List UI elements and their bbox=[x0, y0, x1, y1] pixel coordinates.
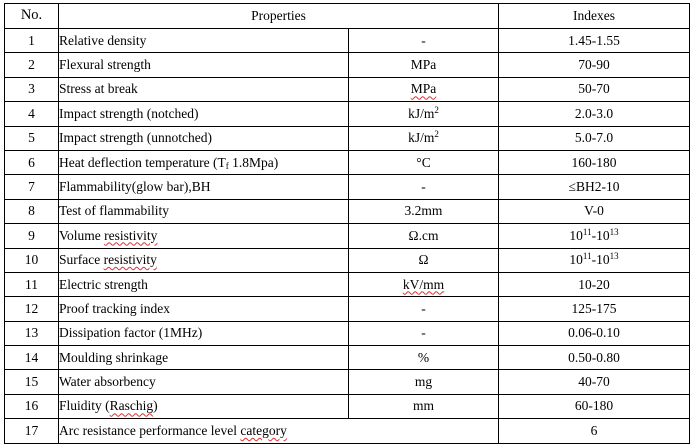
row-property: Electric strength bbox=[59, 272, 349, 296]
properties-table bbox=[4, 3, 690, 444]
row-unit-text: MPa bbox=[410, 81, 437, 97]
header-no: No. bbox=[5, 4, 59, 29]
row-unit: % bbox=[349, 346, 499, 370]
row-number: 7 bbox=[5, 175, 59, 199]
row-index: V-0 bbox=[499, 199, 690, 223]
row-number: 10 bbox=[5, 248, 59, 272]
row-property: Flammability(glow bar),BH bbox=[59, 175, 349, 199]
row-unit: mg bbox=[349, 370, 499, 394]
table-row bbox=[5, 394, 690, 418]
row-property: Relative density bbox=[59, 29, 349, 53]
row-unit: - bbox=[349, 321, 499, 345]
table-row bbox=[5, 272, 690, 296]
row-number: 1 bbox=[5, 29, 59, 53]
row-unit: Ω.cm bbox=[349, 224, 499, 248]
row-unit bbox=[349, 77, 499, 101]
table-header-row bbox=[5, 4, 690, 29]
row-property: Moulding shrinkage bbox=[59, 346, 349, 370]
row-index: 60-180 bbox=[499, 394, 690, 418]
table-row bbox=[5, 370, 690, 394]
row-number: 4 bbox=[5, 102, 59, 126]
row-unit: 3.2mm bbox=[349, 199, 499, 223]
row-index: 160-180 bbox=[499, 150, 690, 174]
row-property: Flexural strength bbox=[59, 53, 349, 77]
row-unit: mm bbox=[349, 394, 499, 418]
row-number: 9 bbox=[5, 224, 59, 248]
row-index: 125-175 bbox=[499, 297, 690, 321]
table-row bbox=[5, 53, 690, 77]
table-row bbox=[5, 199, 690, 223]
row-property: Stress at break bbox=[59, 77, 349, 101]
row-property: Fluidity (Raschig) bbox=[59, 394, 349, 418]
header-indexes: Indexes bbox=[499, 4, 690, 29]
table-row bbox=[5, 419, 690, 443]
row-index: 70-90 bbox=[499, 53, 690, 77]
row-property: Test of flammability bbox=[59, 199, 349, 223]
table-row bbox=[5, 102, 690, 126]
table-row bbox=[5, 346, 690, 370]
row-index: $10^{11}-10^{13}$ bbox=[499, 248, 690, 272]
row-index: 1.45-1.55 bbox=[499, 29, 690, 53]
row-unit: Ω bbox=[349, 248, 499, 272]
row-number: 14 bbox=[5, 346, 59, 370]
table-row bbox=[5, 297, 690, 321]
row-unit-text: kV/mm bbox=[402, 276, 445, 292]
table-row bbox=[5, 175, 690, 199]
row-index: 6 bbox=[499, 419, 690, 443]
table-row bbox=[5, 248, 690, 272]
row-unit: - bbox=[349, 297, 499, 321]
table-row bbox=[5, 126, 690, 150]
row-number: 13 bbox=[5, 321, 59, 345]
row-number: 16 bbox=[5, 394, 59, 418]
table-row bbox=[5, 77, 690, 101]
row-property: Impact strength (notched) bbox=[59, 102, 349, 126]
row-index: 0.06-0.10 bbox=[499, 321, 690, 345]
row-unit: - bbox=[349, 29, 499, 53]
header-properties: Properties bbox=[59, 4, 499, 29]
row-property: Dissipation factor (1MHz) bbox=[59, 321, 349, 345]
row-unit: $kJ/m^2$ bbox=[349, 102, 499, 126]
table-row bbox=[5, 321, 690, 345]
row-property: Water absorbency bbox=[59, 370, 349, 394]
row-index: 50-70 bbox=[499, 77, 690, 101]
table-row bbox=[5, 224, 690, 248]
row-property: Volume resistivity bbox=[59, 224, 349, 248]
row-property: Proof tracking index bbox=[59, 297, 349, 321]
row-index: 40-70 bbox=[499, 370, 690, 394]
row-property: Heat deflection temperature ($T_f$ 1.8Mpa) bbox=[59, 150, 349, 174]
row-number: 2 bbox=[5, 53, 59, 77]
row-number: 12 bbox=[5, 297, 59, 321]
row-number: 6 bbox=[5, 150, 59, 174]
row-number: 11 bbox=[5, 272, 59, 296]
row-index: 0.50-0.80 bbox=[499, 346, 690, 370]
row-unit: $kJ/m^2$ bbox=[349, 126, 499, 150]
row-number: 17 bbox=[5, 419, 59, 443]
row-unit bbox=[349, 272, 499, 296]
row-unit: MPa bbox=[349, 53, 499, 77]
row-property: Arc resistance performance level category bbox=[59, 419, 499, 443]
table-body bbox=[5, 29, 690, 444]
row-index: 10-20 bbox=[499, 272, 690, 296]
table-row bbox=[5, 29, 690, 53]
row-index: 5.0-7.0 bbox=[499, 126, 690, 150]
row-property: Impact strength (unnotched) bbox=[59, 126, 349, 150]
row-unit: °C bbox=[349, 150, 499, 174]
table-row bbox=[5, 150, 690, 174]
row-property: Surface resistivity bbox=[59, 248, 349, 272]
row-number: 8 bbox=[5, 199, 59, 223]
row-index: $10^{11}-10^{13}$ bbox=[499, 224, 690, 248]
row-index: 2.0-3.0 bbox=[499, 102, 690, 126]
row-number: 5 bbox=[5, 126, 59, 150]
row-unit: - bbox=[349, 175, 499, 199]
row-index: ≤BH2-10 bbox=[499, 175, 690, 199]
row-number: 3 bbox=[5, 77, 59, 101]
row-number: 15 bbox=[5, 370, 59, 394]
